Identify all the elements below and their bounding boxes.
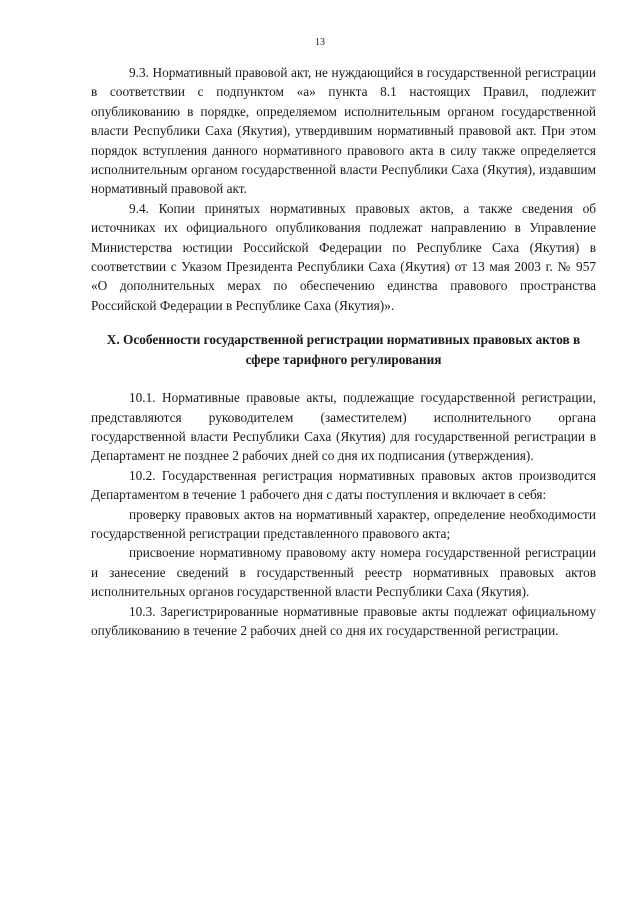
paragraph-10-1: 10.1. Нормативные правовые акты, подлежащие государственной регистрации, представляются руководителем (заместителем) исполнительного органа государственной власти Республики Саха (Якутия) для государственной регистрации в Департамент не позднее 2 рабочих дней со дня их подписания (утверждения).	[91, 390, 596, 464]
paragraph-10-3: 10.3. Зарегистрированные нормативные правовые акты подлежат официальному опубликованию в течение 2 рабочих дней со дня их государственной регистрации.	[91, 603, 596, 638]
paragraph-9-4: 9.4. Копии принятых нормативных правовых актов, а также сведения об источниках их официального опубликования подлежат направлению в Управление Министерства юстиции Российской Федерации по Республике Саха (Якутия) в соответствии с Указом Президента Республики Саха (Якутия) от 13 мая 2003 г. № 957 «О дополнительных мерах по обеспечению единства правового пространства Российской Федерации в Республике Саха (Якутия)».	[91, 200, 596, 313]
paragraph-10-2-item-2: присвоение нормативному правовому акту номера государственной регистрации и занесение сведений в государственный реестр нормативных правовых актов исполнительных органов государственной власти Республики Саха (Якутия).	[91, 545, 596, 600]
paragraph-9-3: 9.3. Нормативный правовой акт, не нуждающийся в государственной регистрации в соответствии с подпунктом «а» пункта 8.1 настоящих Правил, подлежит опубликованию в порядке, определяемом исполнительным органом государственной власти Республики Саха (Якутия), утвердившим нормативный правовой акт. При этом порядок вступления данного нормативного правового акта в силу также определяется исполнительным органом государственной власти Республики Саха (Якутия), издавшим нормативный правовой акт.	[91, 65, 596, 197]
section-heading: X. Особенности государственной регистрации нормативных правовых актов в сфере тарифного регулирования	[106, 332, 581, 367]
document-body	[91, 63, 596, 640]
page-number: 13	[315, 37, 325, 48]
paragraph-10-2: 10.2. Государственная регистрация нормативных правовых актов производится Департаментом в течение 1 рабочего дня с даты поступления и включает в себя:	[91, 467, 596, 503]
paragraph-10-2-item-1: проверку правовых актов на нормативный характер, определение необходимости государственной регистрации представленного правового акта;	[91, 506, 596, 541]
